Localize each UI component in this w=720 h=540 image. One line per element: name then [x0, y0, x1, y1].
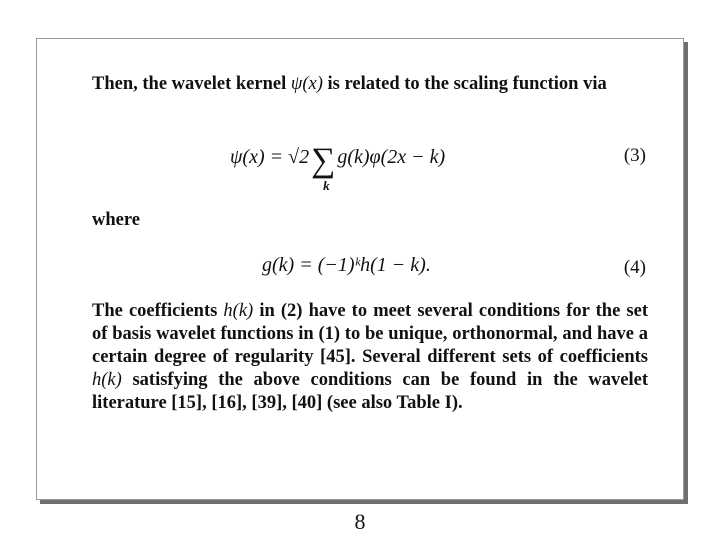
page-number: 8	[354, 509, 366, 534]
summation-index: k	[323, 178, 330, 193]
equation-4-number: (4)	[623, 257, 646, 278]
summation-symbol: ∑ k	[311, 142, 336, 193]
equation-3-rhs: g(k)φ(2x − k)	[337, 146, 446, 168]
coeff-text-2: in (2) have to meet several conditions for the set of basis wavelet functions in (1) to be unique, orthonormal, and have a certain degree of regularity [45]. Several different sets of coefficients	[92, 301, 648, 367]
equation-3	[230, 142, 446, 193]
intro-text-before: Then, the wavelet kernel	[92, 74, 291, 94]
coeff-text-1: The coefficients	[92, 301, 224, 321]
coefficients-paragraph	[92, 300, 648, 415]
psi-math: ψ(x)	[290, 74, 323, 94]
coeff-text-3: satisfying the above conditions can be found in the wavelet literature [15], [16], [39], [40] (see also Table I).	[92, 370, 648, 413]
intro-paragraph	[92, 73, 648, 96]
equation-4: g(k) = (−1)ᵏh(1 − k).	[262, 254, 431, 276]
where-label: where	[92, 210, 140, 230]
coeff-math-1: h(k)	[223, 301, 254, 321]
intro-text-after: is related to the scaling function via	[322, 74, 607, 94]
equation-3-number: (3)	[623, 145, 646, 166]
coeff-math-2: h(k)	[92, 370, 122, 390]
equation-3-lhs: ψ(x) = √2	[230, 146, 310, 168]
